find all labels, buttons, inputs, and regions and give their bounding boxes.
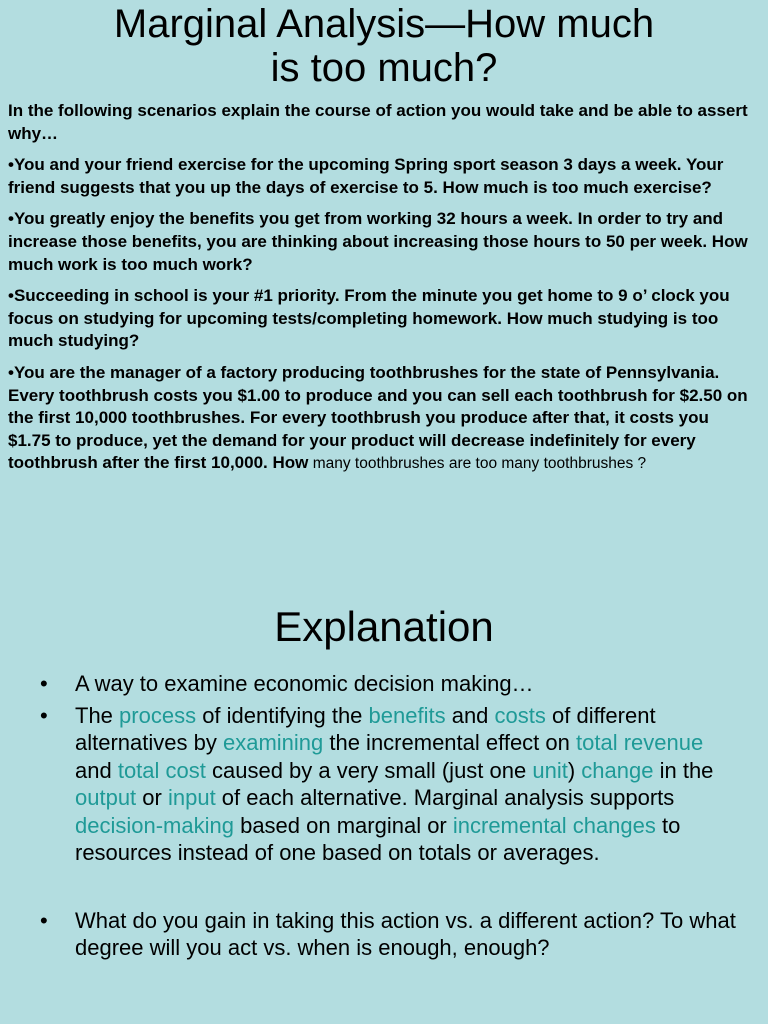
keyword-input[interactable]: input: [167, 785, 216, 810]
keyword-examining[interactable]: examining: [222, 730, 324, 755]
keyword-benefits[interactable]: benefits: [368, 702, 446, 728]
text-segment: of identifying the: [196, 702, 369, 728]
text-segment: the incremental effect on: [323, 730, 576, 755]
keyword-unit[interactable]: unit: [532, 757, 568, 783]
page-title: [0, 2, 768, 90]
text-segment: and: [75, 757, 118, 783]
keyword-output[interactable]: output: [75, 785, 137, 810]
keyword-change[interactable]: change: [581, 757, 654, 783]
keyword-total-revenue[interactable]: total revenue: [576, 730, 704, 755]
scenario-toothbrush-question: many toothbrushes are too many toothbrushes ?: [308, 455, 647, 473]
explanation-bullets: [40, 670, 740, 966]
keyword-decision-making[interactable]: decision-making: [75, 812, 234, 838]
text-segment: ): [567, 757, 582, 783]
text-segment: based on marginal or: [233, 812, 453, 838]
keyword-total-cost[interactable]: total cost: [117, 757, 206, 783]
title-line-2: is too much?: [270, 46, 498, 90]
text-segment: and: [445, 702, 495, 728]
text-segment: caused by a very small (just one: [205, 757, 533, 783]
scenario-exercise: •You and your friend exercise for the upcoming Spring sport season 3 days a week. Your friend suggests that you up the days of exercise to 5. How much is too much exercise?: [8, 155, 724, 197]
keyword-incremental-changes[interactable]: incremental changes: [452, 812, 656, 838]
scenario-toothbrush: [8, 362, 748, 476]
text-segment: The: [75, 702, 120, 728]
keyword-process[interactable]: process: [119, 702, 197, 728]
scenario-toothbrush-bold: •You are the manager of a factory producing toothbrushes for the state of Pennsylvania. Every toothbrush costs you $1.00 to produce and you can sell each toothbrush for $2.50 on the first 10,000 toothbrushes. For every toothbrush you produce after that, it costs you $1.75 to produce, yet the demand for your product will decrease indefinitely for every toothbrush after the first 10,000. How: [8, 362, 748, 473]
scenario-studying: •Succeeding in school is your #1 priority. From the minute you get home to 9 o’ clock you focus on studying for upcoming tests/completing homework. How much studying is too much studying?: [8, 286, 730, 351]
bullet-question: • What do you gain in taking this action vs. a different action? To what degree will you act vs. when is enough, enough?: [40, 907, 740, 962]
bullet-definition: • A way to examine economic decision making…: [40, 670, 740, 698]
text-segment: to resources instead of one based on totals or averages.: [75, 812, 681, 865]
bullet-process: [40, 702, 740, 867]
text-segment: or: [136, 785, 168, 810]
intro-lead: In the following scenarios explain the course of action you would take and be able to assert why…: [8, 101, 748, 143]
text-segment: of different alternatives by: [75, 702, 656, 755]
text-segment: in the: [653, 757, 714, 783]
scenarios-section: [8, 100, 748, 485]
title-line-1: Marginal Analysis—How much: [113, 2, 655, 46]
text-segment: of each alternative. Marginal analysis supports: [215, 785, 675, 810]
explanation-heading: Explanation: [274, 603, 494, 650]
scenario-work: •You greatly enjoy the benefits you get from working 32 hours a week. In order to try and increase those benefits, you are thinking about increasing those hours to 50 per week. How much work is too much work?: [8, 209, 748, 274]
keyword-costs[interactable]: costs: [494, 702, 546, 728]
